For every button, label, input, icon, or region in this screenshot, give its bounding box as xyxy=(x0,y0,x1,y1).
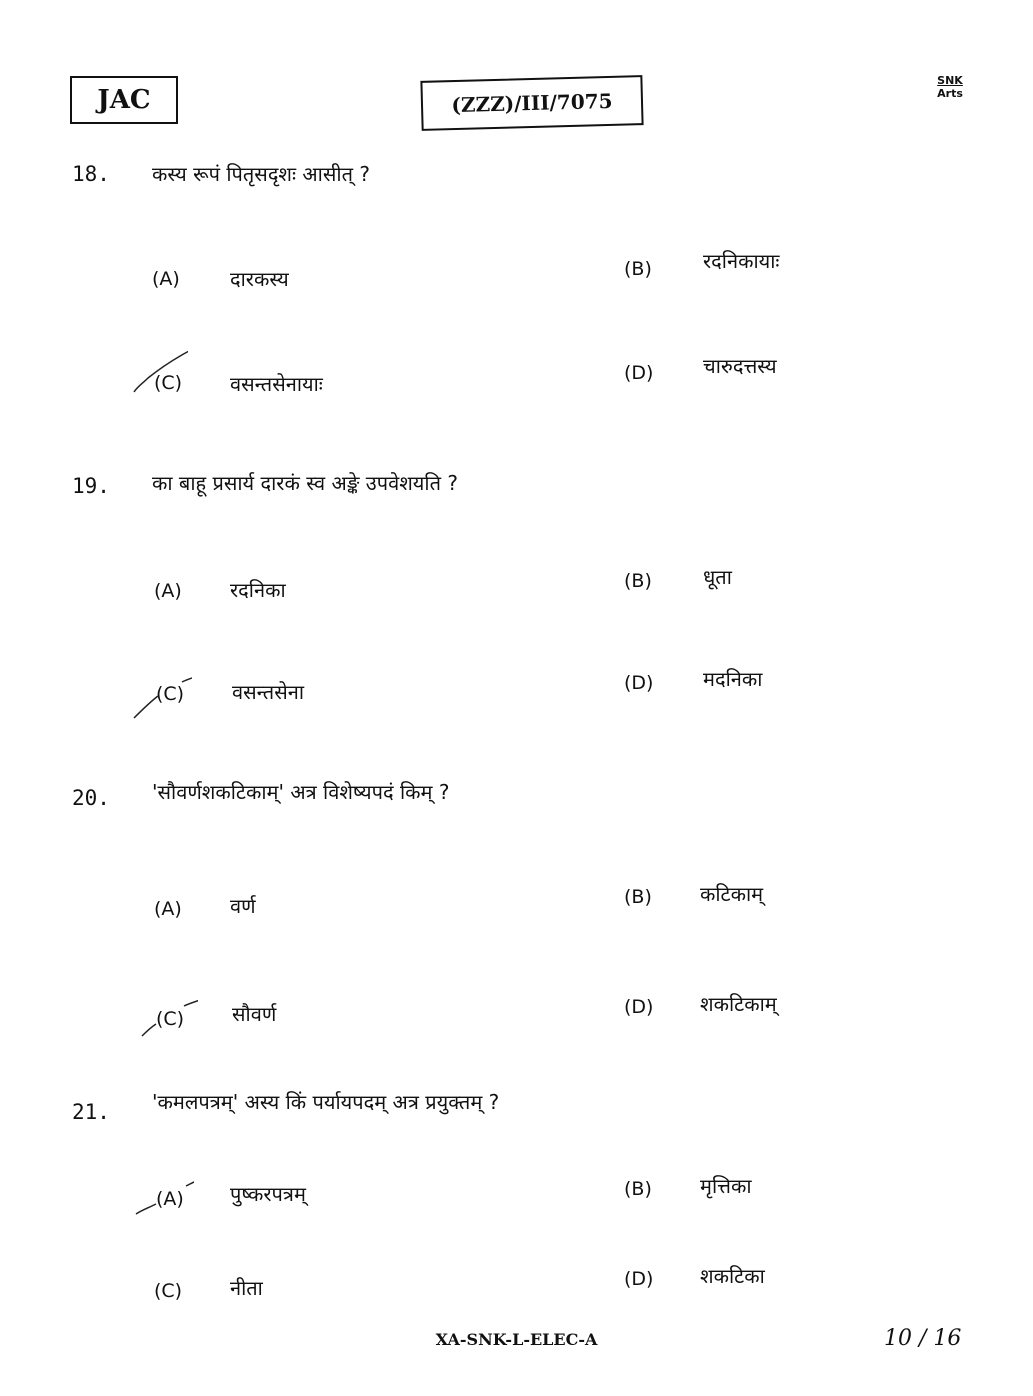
option-d-text: शकटिका xyxy=(700,1264,765,1288)
option-c-label: (C) xyxy=(156,683,185,705)
option-d-text: मदनिका xyxy=(703,667,763,691)
question-number: 19. xyxy=(72,474,110,498)
option-c-label: (C) xyxy=(154,1280,183,1302)
option-a-text: वर्ण xyxy=(230,894,256,918)
page-number: 10 / 16 xyxy=(884,1326,962,1351)
question-text: का बाहू प्रसार्य दारकं स्व अङ्के उपवेशयति ? xyxy=(152,471,458,495)
question-number: 18. xyxy=(72,162,110,186)
option-c-label: (C) xyxy=(154,372,183,394)
option-a-text: रदनिका xyxy=(230,578,286,602)
option-b-label: (B) xyxy=(624,570,652,592)
question-text: 'कमलपत्रम्' अस्य किं पर्यायपदम् अत्र प्रयुक्तम् ? xyxy=(152,1090,500,1114)
question-text: 'सौवर्णशकटिकाम्' अत्र विशेष्यपदं किम् ? xyxy=(152,780,450,804)
subject-stamp-bottom: Arts xyxy=(937,87,963,100)
option-a-label: (A) xyxy=(156,1188,184,1210)
paper-code: (ZZZ)/III/7075 xyxy=(420,75,643,131)
question-text: कस्य रूपं पितृसदृशः आसीत् ? xyxy=(152,162,370,186)
option-d-label: (D) xyxy=(624,672,654,694)
option-a-label: (A) xyxy=(154,898,182,920)
option-a-label: (A) xyxy=(154,580,182,602)
board-label: JAC xyxy=(70,76,178,124)
subject-stamp xyxy=(927,74,973,100)
option-c-text: वसन्तसेना xyxy=(232,680,304,704)
option-d-label: (D) xyxy=(624,1268,654,1290)
option-c-text: नीता xyxy=(230,1276,263,1300)
option-b-text: रदनिकायाः xyxy=(703,249,780,273)
option-b-text: मृत्तिका xyxy=(700,1174,752,1198)
footer-paper-code: XA-SNK-L-ELEC-A xyxy=(435,1330,598,1349)
option-a-label: (A) xyxy=(152,268,180,290)
question-number: 20. xyxy=(72,786,110,810)
option-d-label: (D) xyxy=(624,362,654,384)
option-d-text: शकटिकाम् xyxy=(700,992,777,1016)
option-c-label: (C) xyxy=(156,1008,185,1030)
option-c-text: वसन्तसेनायाः xyxy=(230,372,323,396)
option-b-label: (B) xyxy=(624,886,652,908)
option-b-text: कटिकाम् xyxy=(700,882,764,906)
option-d-text: चारुदत्तस्य xyxy=(703,354,777,378)
option-b-label: (B) xyxy=(624,258,652,280)
option-a-text: पुष्करपत्रम् xyxy=(230,1182,306,1206)
question-number: 21. xyxy=(72,1100,110,1124)
option-b-text: धूता xyxy=(703,565,732,589)
option-c-text: सौवर्ण xyxy=(232,1002,277,1026)
option-d-label: (D) xyxy=(624,996,654,1018)
subject-stamp-top: SNK xyxy=(937,74,963,87)
option-a-text: दारकस्य xyxy=(230,267,289,291)
option-b-label: (B) xyxy=(624,1178,652,1200)
